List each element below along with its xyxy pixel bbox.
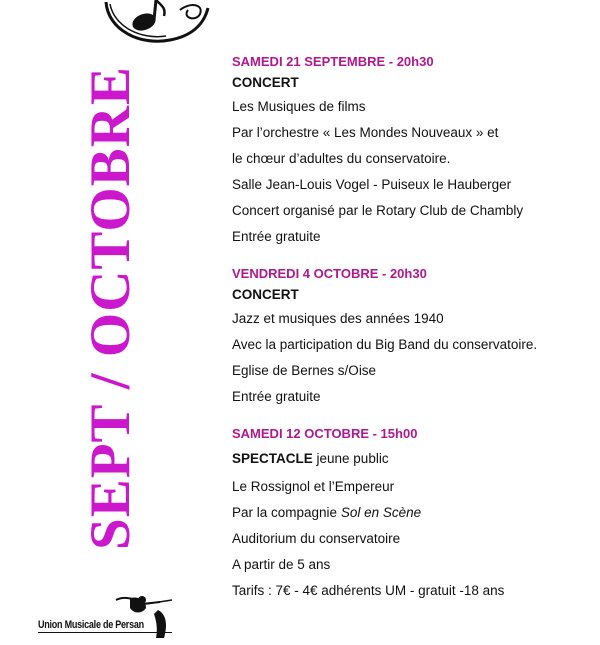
event-title: Les Musiques de films [232,99,366,114]
event-type-line [232,444,592,474]
logo-underline [38,632,172,633]
event-type: CONCERT [232,287,299,302]
conductor-icon [112,594,182,642]
event-company-prefix: Par la compagnie [232,505,341,520]
event-detail: Concert organisé par le Rotary Club de Chambly [232,203,524,218]
event-date: SAMEDI 12 OCTOBRE - 15h00 [232,426,418,441]
event-venue: Eglise de Bernes s/Oise [232,363,377,378]
union-musicale-logo [38,594,188,644]
event-date: VENDREDI 4 OCTOBRE - 20h30 [232,266,427,281]
logo-text: Union Musicale de Persan [38,619,144,631]
event-price: Entrée gratuite [232,389,321,404]
music-note-logo [100,0,212,48]
month-title: SEPT / OCTOBRE [79,66,142,550]
event-type: SPECTACLE [232,451,313,466]
event-detail: le chœur d’adultes du conservatoire. [232,151,451,166]
event-venue: Auditorium du conservatoire [232,531,401,546]
event-title: Jazz et musiques des années 1940 [232,311,444,326]
event-date: SAMEDI 21 SEPTEMBRE - 20h30 [232,54,434,69]
event-2 [232,264,592,410]
event-price: Tarifs : 7€ - 4€ adhérents UM - gratuit -18 ans [232,583,505,598]
event-type: CONCERT [232,75,299,90]
events-list [232,52,592,604]
event-3 [232,424,592,604]
event-1 [232,52,592,250]
event-type-suffix: jeune public [312,451,389,466]
event-company [232,500,592,526]
event-venue: Salle Jean-Louis Vogel - Puiseux le Hauberger [232,177,512,192]
event-detail: Avec la participation du Big Band du conservatoire. [232,337,538,352]
event-detail: Par l’orchestre « Les Mondes Nouveaux » et [232,125,499,140]
event-price: Entrée gratuite [232,229,321,244]
event-company-name: Sol en Scène [340,505,422,520]
event-title: Le Rossignol et l’Empereur [232,479,395,494]
event-age: A partir de 5 ans [232,557,331,572]
